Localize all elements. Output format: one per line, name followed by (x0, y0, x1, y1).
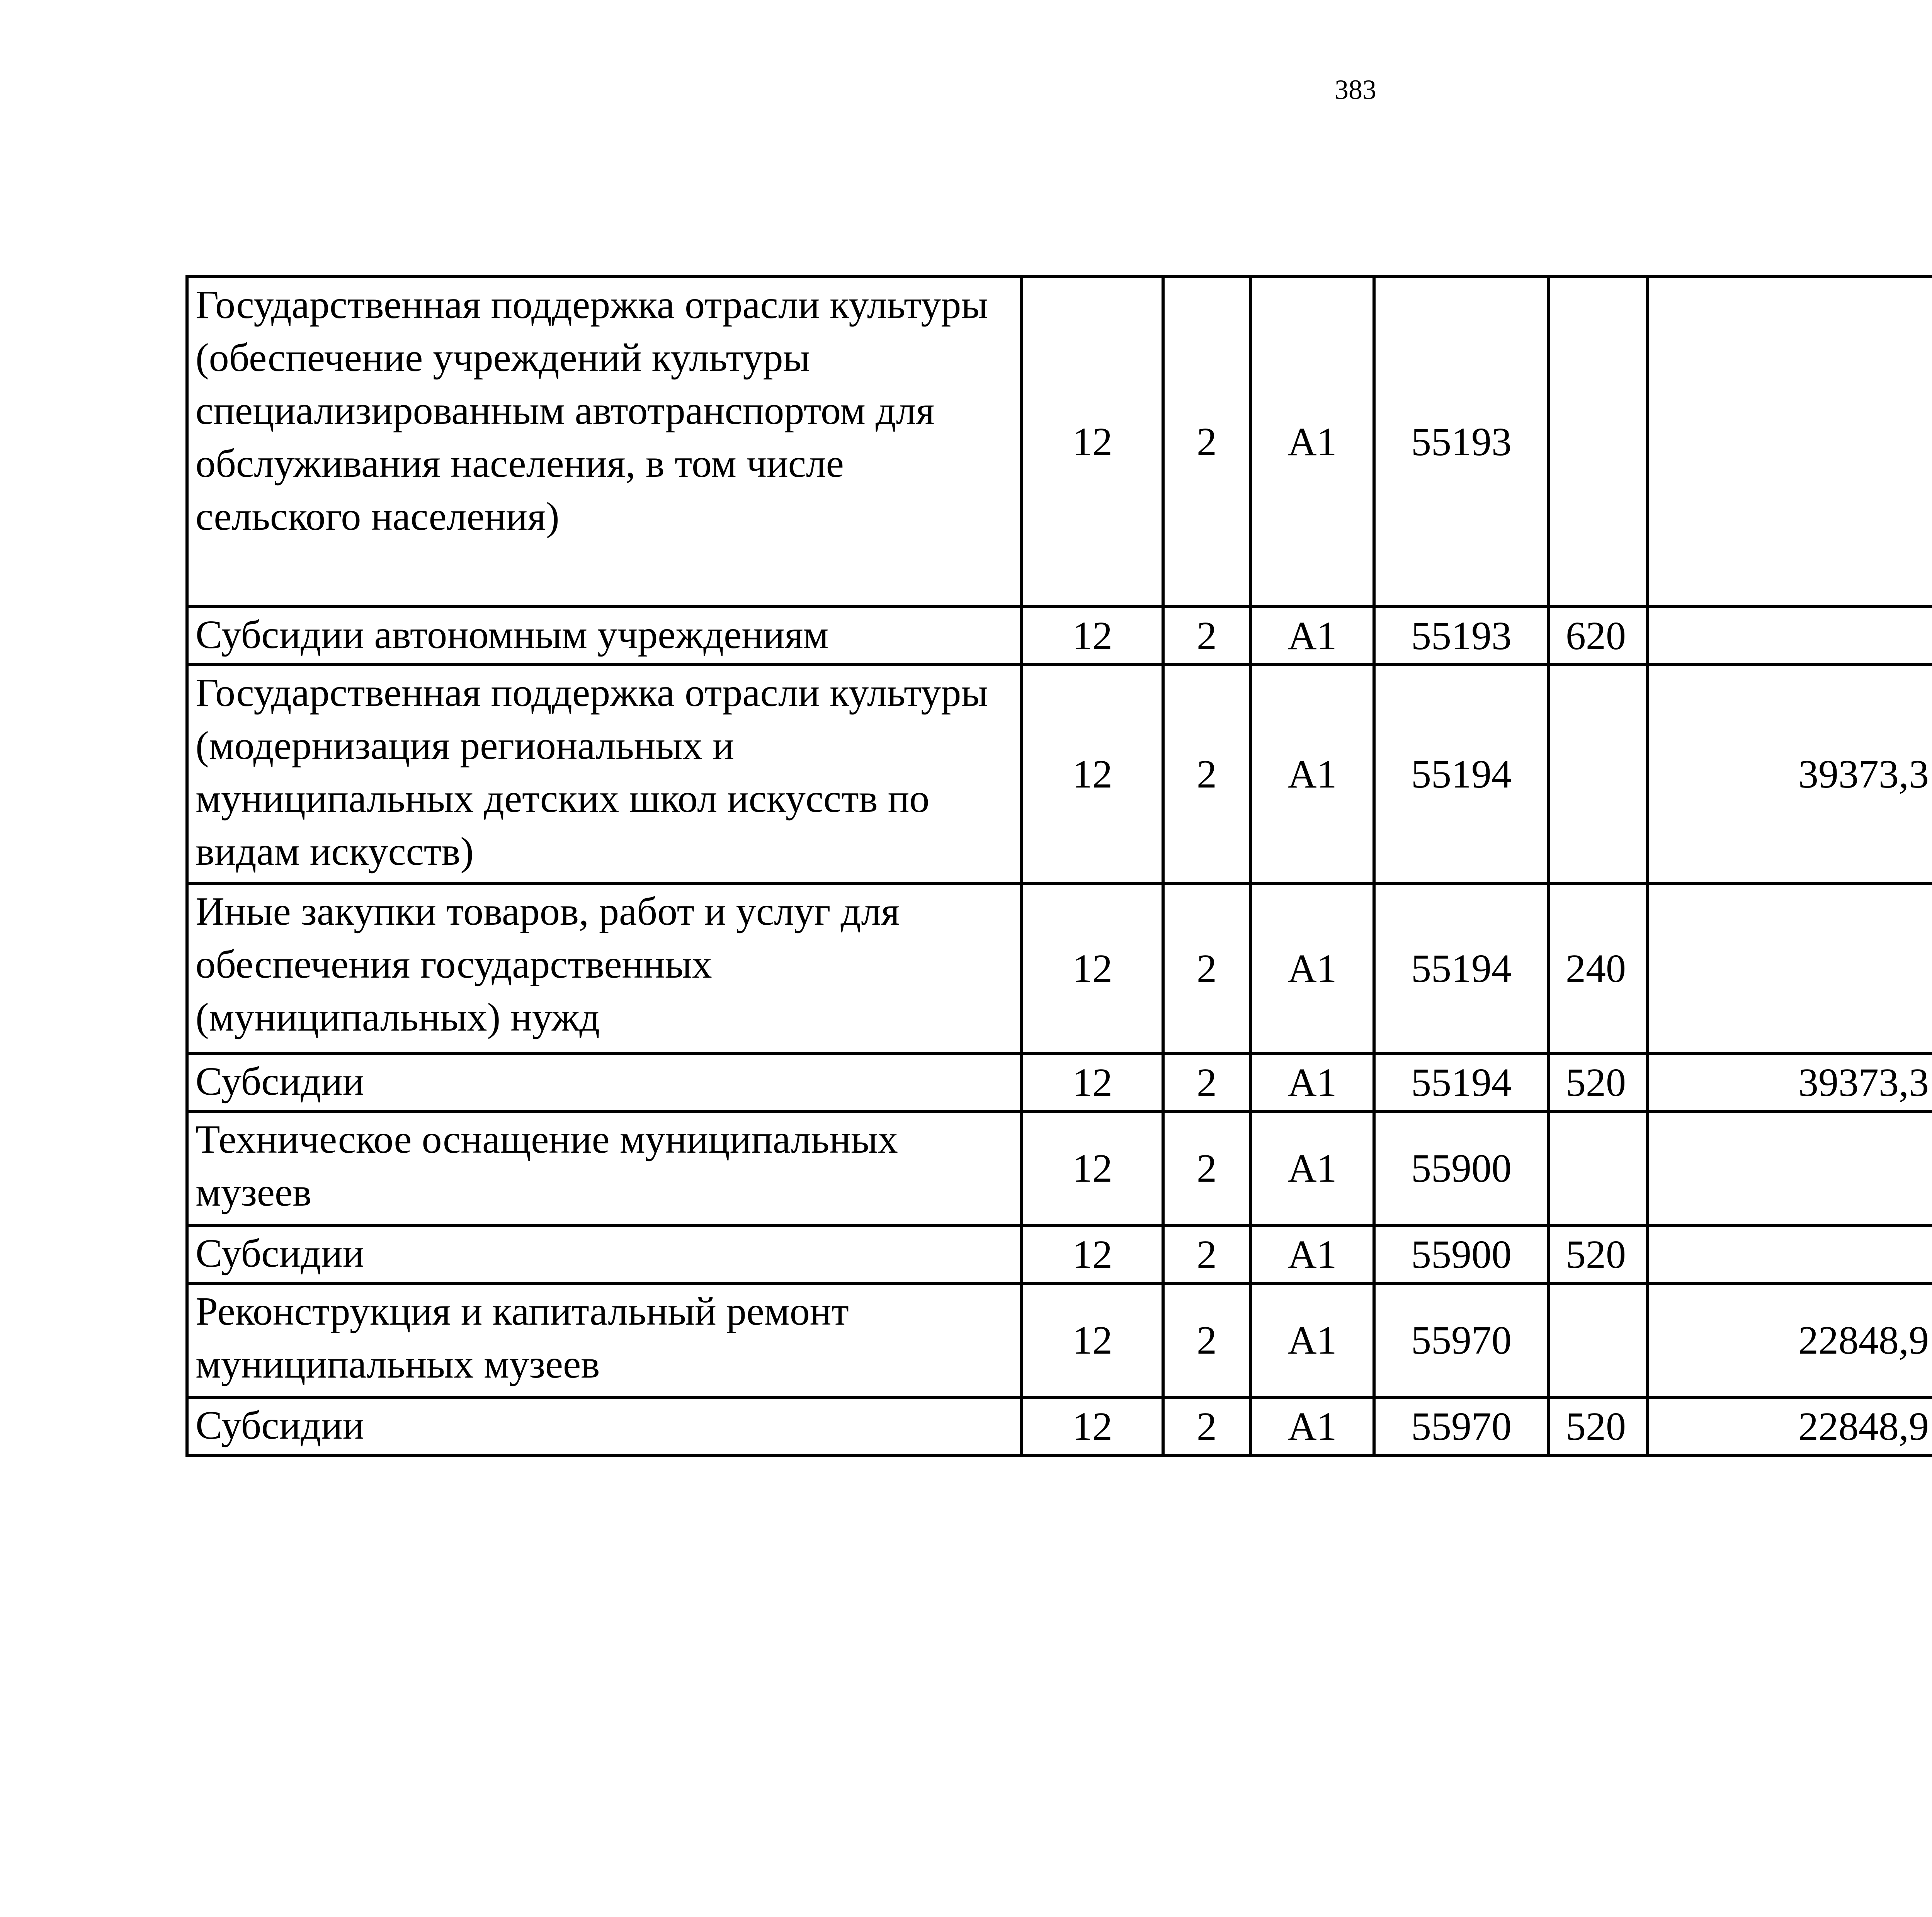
section-code-cell: 12 (1022, 883, 1163, 1053)
table-row (187, 1225, 1932, 1283)
amount-1-cell: 22848,9 (1648, 1397, 1932, 1455)
table-row (187, 883, 1932, 1053)
expense-code-cell: 55194 (1374, 1053, 1549, 1111)
table-row (187, 1283, 1932, 1397)
expense-code-cell: 55194 (1374, 665, 1549, 883)
program-code-cell: А1 (1250, 883, 1374, 1053)
expense-type-cell (1549, 1111, 1648, 1225)
program-code-cell: А1 (1250, 665, 1374, 883)
amount-1-cell: 39373,3 (1648, 665, 1932, 883)
program-code-cell: А1 (1250, 1111, 1374, 1225)
amount-1-cell: 22848,9 (1648, 1283, 1932, 1397)
table-row (187, 1111, 1932, 1225)
section-code-cell: 12 (1022, 1283, 1163, 1397)
expense-code-cell: 55900 (1374, 1111, 1549, 1225)
section-code-cell: 12 (1022, 1111, 1163, 1225)
expense-code-cell: 55193 (1374, 607, 1549, 665)
expense-type-cell: 520 (1549, 1397, 1648, 1455)
section-code-cell: 12 (1022, 1225, 1163, 1283)
budget-table (185, 275, 1932, 1457)
subsection-code-cell: 2 (1163, 883, 1250, 1053)
section-code-cell: 12 (1022, 665, 1163, 883)
table-row (187, 1053, 1932, 1111)
row-name-cell: Иные закупки товаров, работ и услуг для обеспечения государственных (муниципальных) нужд (187, 883, 1022, 1053)
table-row (187, 1397, 1932, 1455)
row-name-cell: Государственная поддержка отрасли культуры (обеспечение учреждений культуры специализированным автотранспортом для обслуживания населения, в том числе сельского населения) (187, 277, 1022, 607)
subsection-code-cell: 2 (1163, 607, 1250, 665)
table-row (187, 607, 1932, 665)
table-body (187, 277, 1932, 1455)
subsection-code-cell: 2 (1163, 1397, 1250, 1455)
program-code-cell: А1 (1250, 607, 1374, 665)
program-code-cell: А1 (1250, 1397, 1374, 1455)
expense-code-cell: 55970 (1374, 1283, 1549, 1397)
subsection-code-cell: 2 (1163, 1111, 1250, 1225)
amount-1-cell (1648, 1225, 1932, 1283)
row-name-cell: Техническое оснащение муниципальных музеев (187, 1111, 1022, 1225)
table-row (187, 665, 1932, 883)
subsection-code-cell: 2 (1163, 1225, 1250, 1283)
section-code-cell: 12 (1022, 277, 1163, 607)
row-name-cell: Субсидии автономным учреждениям (187, 607, 1022, 665)
subsection-code-cell: 2 (1163, 1053, 1250, 1111)
expense-type-cell: 240 (1549, 883, 1648, 1053)
page-number: 383 (1335, 74, 1376, 105)
expense-type-cell: 620 (1549, 607, 1648, 665)
expense-code-cell: 55193 (1374, 277, 1549, 607)
subsection-code-cell: 2 (1163, 277, 1250, 607)
section-code-cell: 12 (1022, 1397, 1163, 1455)
expense-code-cell: 55194 (1374, 883, 1549, 1053)
expense-type-cell (1549, 665, 1648, 883)
amount-1-cell (1648, 1111, 1932, 1225)
expense-type-cell: 520 (1549, 1225, 1648, 1283)
amount-1-cell (1648, 607, 1932, 665)
section-code-cell: 12 (1022, 607, 1163, 665)
section-code-cell: 12 (1022, 1053, 1163, 1111)
expense-type-cell (1549, 1283, 1648, 1397)
row-name-cell: Субсидии (187, 1397, 1022, 1455)
expense-type-cell (1549, 277, 1648, 607)
expense-code-cell: 55970 (1374, 1397, 1549, 1455)
program-code-cell: А1 (1250, 1283, 1374, 1397)
row-name-cell: Субсидии (187, 1225, 1022, 1283)
expense-type-cell: 520 (1549, 1053, 1648, 1111)
program-code-cell: А1 (1250, 1225, 1374, 1283)
subsection-code-cell: 2 (1163, 1283, 1250, 1397)
subsection-code-cell: 2 (1163, 665, 1250, 883)
row-name-cell: Государственная поддержка отрасли культуры (модернизация региональных и муниципальных детских школ искусств по видам искусств) (187, 665, 1022, 883)
row-name-cell: Реконструкция и капитальный ремонт муниципальных музеев (187, 1283, 1022, 1397)
row-name-cell: Субсидии (187, 1053, 1022, 1111)
program-code-cell: А1 (1250, 277, 1374, 607)
amount-1-cell (1648, 277, 1932, 607)
program-code-cell: А1 (1250, 1053, 1374, 1111)
expense-code-cell: 55900 (1374, 1225, 1549, 1283)
table-row (187, 277, 1932, 607)
amount-1-cell: 39373,3 (1648, 1053, 1932, 1111)
amount-1-cell (1648, 883, 1932, 1053)
